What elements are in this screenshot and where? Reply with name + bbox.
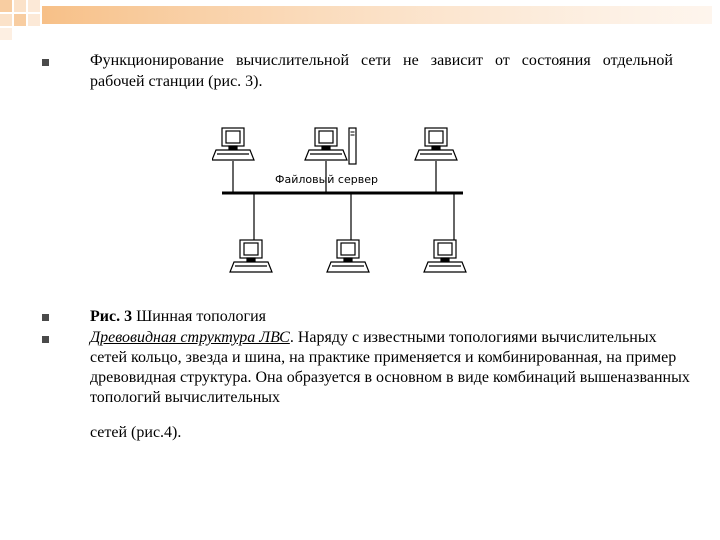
figure-caption [90, 306, 690, 327]
workstation-icon [424, 240, 466, 272]
tree-structure-text: . Наряду с известными топологиями вычислительных сетей кольцо, звезда и шина, на практике применяется и комбинированная, на пример древовидная структура. Она образуется в основном в виде комбинаций вышеназванных топологий вычислительных [90, 329, 690, 406]
bus-topology-diagram [212, 120, 472, 290]
paragraph-tree-structure [90, 328, 690, 408]
server-label: Файловый сервер [275, 173, 378, 186]
bullet-2 [42, 314, 49, 321]
workstation-icon [415, 128, 457, 160]
server-tower-icon [349, 128, 356, 164]
workstation-icon [305, 128, 347, 160]
paragraph-bus-independence: Функционирование вычислительной сети не зависит от состояния отдельной рабочей станции (рис. 3). [90, 52, 673, 90]
bullet-3 [42, 336, 49, 343]
bullet-1 [42, 59, 49, 66]
workstation-icon [230, 240, 272, 272]
paragraph-tree-structure-tail: сетей (рис.4). [90, 424, 182, 441]
workstation-icon [327, 240, 369, 272]
workstation-icon [212, 128, 254, 160]
caption-number: Рис. 3 [90, 308, 133, 325]
caption-title: Шинная топология [132, 308, 266, 325]
tree-structure-term: Древовидная структура ЛВС [90, 329, 290, 346]
